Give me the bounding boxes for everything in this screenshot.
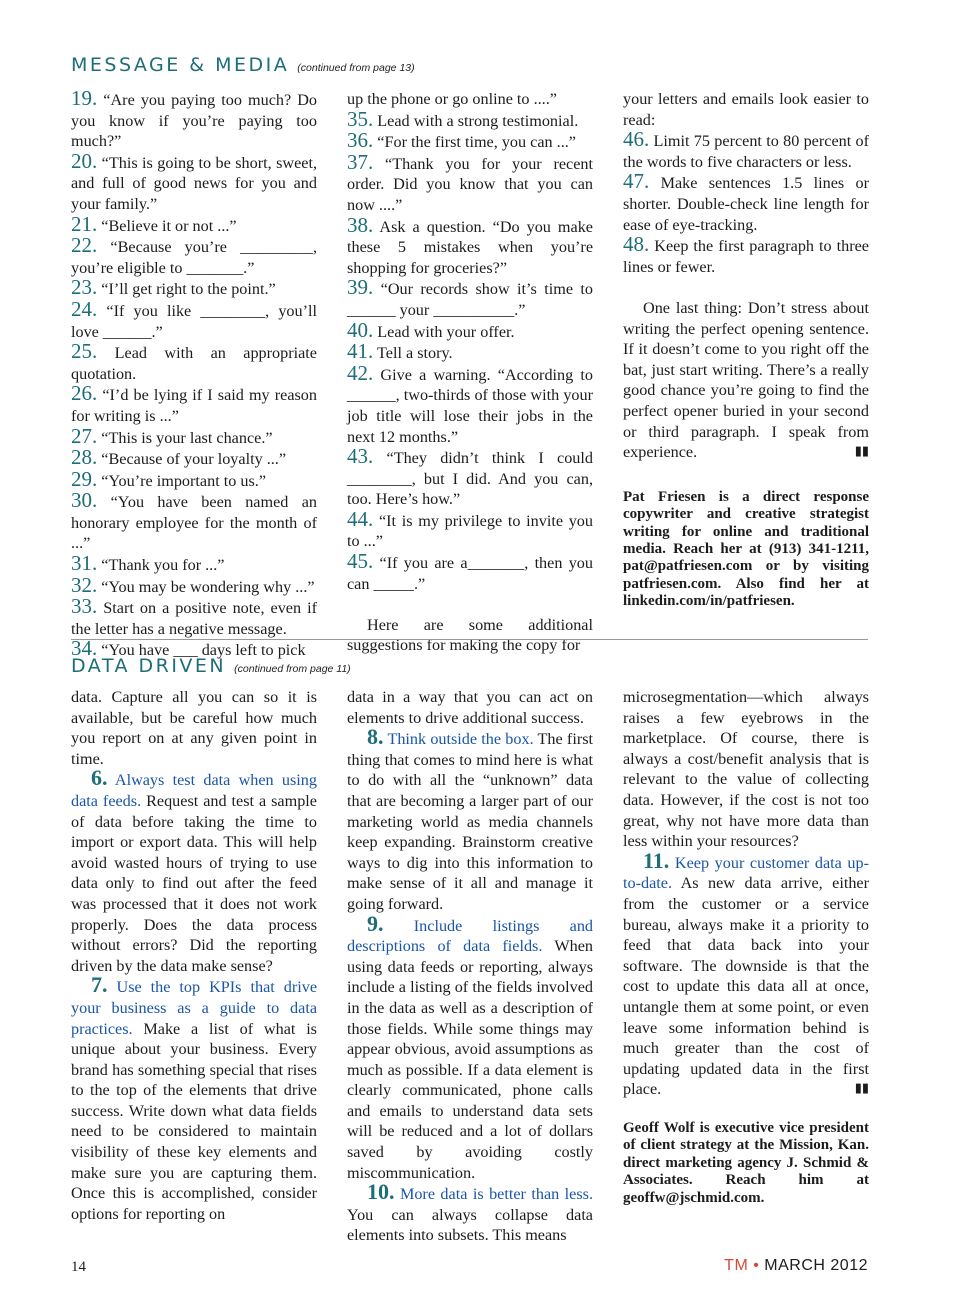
item-number: 21. [71,211,98,236]
list-item [71,423,317,449]
tip-heading: Always test data when using data feeds. [71,771,317,810]
list-item [347,549,593,594]
tip-body: You can always collapse data elements into subsets. This means [347,1205,593,1245]
separator-dot: • [753,1257,760,1274]
item-number: 31. [71,551,98,576]
tip-number: 11. [643,847,670,873]
page-number: 14 [71,1259,86,1275]
item-text: “You may be wondering why ...” [97,577,315,596]
item-number: 27. [71,423,98,448]
item-number: 41. [347,339,374,364]
item-text: “You’re important to us.” [97,471,267,490]
item-text: up the phone or go online to ....” [347,90,557,108]
article-column-1 [71,86,317,661]
item-number: 19. [71,86,98,110]
continued-note: (continued from page 11) [234,663,351,675]
tip-heading: Use the top KPIs that drive your business as a guide to data practices. [71,978,317,1038]
item-number: 25. [71,339,98,364]
tip-number: 7. [91,972,108,998]
list-item [71,466,317,492]
item-text: Limit 75 percent to 80 percent of the words to five characters or less. [623,132,869,171]
paragraph: data in a way that you can act on elements to drive additional success. [347,688,593,727]
end-mark-icon: ▮▮ [854,1081,869,1097]
list-item [347,317,593,343]
tip-number: 10. [367,1179,395,1205]
paragraph: Here are some additional suggestions for making the copy for [347,615,593,655]
closing-text: One last thing: Don’t stress about writing the perfect opening sentence. If it doesn’t come to you right off the bat, just start writing. There’s a really good chance you’re going to find the perfect opener buried in your second or third paragraph. I speak from experience. [623,298,869,462]
tip-10 [347,1179,593,1246]
item-number: 46. [623,127,650,152]
list-item [623,232,869,277]
item-number: 37. [347,149,374,174]
tip-7 [71,972,317,1224]
section-divider [71,639,868,640]
list-item [347,275,593,320]
tip-body: As new data arrive, either from the customer or a service bureau, always make it a priority to feed that data back into your software. The downside is that the cost to update this data all at once, untangle them at some point, or even leave some information behind is much greater than the cost of updating updated data in the first place. [623,874,869,1099]
list-item [347,360,593,447]
item-text: “For the first time, you can ...” [373,133,576,152]
item-text: Lead with a strong testimonial. [373,111,579,130]
tips-list [623,89,869,277]
item-number: 44. [347,506,374,531]
tip-number: 9. [367,910,384,936]
list-item [623,169,869,235]
item-text: “If you like ________, you’ll love ______.” [71,301,317,341]
item-text: “I’d be lying if I said my reason for writing is ...” [71,386,317,425]
list-item [71,86,317,152]
item-text: “Thank you for ...” [97,556,225,575]
item-text: “Believe it or not ...” [97,216,237,235]
item-text: “Our records show it’s time to ______ your __________.” [347,280,593,319]
section-title: MESSAGE & MEDIA [71,54,290,76]
item-text: Keep the first paragraph to three lines or fewer. [623,237,869,276]
tip-body: Request and test a sample of data before taking the time to import or export data. This will help avoid wasted hours of trying to use data only to find out after the feed was processed that it does not work properly. Does the data process without errors? Did the reporting driven by the data make sense? [71,791,317,975]
section-header-data-driven [71,655,351,677]
author-bio: Pat Friesen is a direct response copywriter and creative strategist writing for online and traditional media. Reach her at (913) 341-1211, pat@patfriesen.com or by visiting patfriesen.com. Also find her at linkedin.com/in/patfriesen. [623,488,869,610]
item-number: 32. [71,572,98,597]
list-item [347,128,593,153]
tip-heading: Keep your customer data up-to-date. [623,853,870,893]
issue-date: MARCH 2012 [764,1257,868,1274]
item-text: “I’ll get right to the point.” [97,280,276,299]
item-number: 28. [71,445,98,470]
article-column-2 [347,687,594,1245]
tip-9 [347,910,594,1184]
item-number: 39. [347,275,374,300]
tips-list [347,89,593,594]
item-number: 47. [623,169,650,194]
item-number: 36. [347,128,374,153]
list-item [347,339,593,364]
paragraph: data. Capture all you can so it is available, but be careful how much you report on at any given point in time. [71,688,317,768]
section-header-message-media [71,54,415,76]
continued-note: (continued from page 13) [297,62,415,74]
list-item [71,594,317,639]
item-text: Ask a question. “Do you make these 5 mistakes when you’re shopping for groceries?” [347,217,593,277]
item-number: 22. [71,233,98,258]
item-text: Tell a story. [373,344,453,363]
list-item [71,296,317,342]
tip-11 [623,847,870,1100]
item-number: 35. [347,106,374,131]
item-number: 48. [623,232,650,257]
tip-heading: More data is better than less. [399,1185,593,1204]
tip-6 [71,765,317,976]
list-item [71,488,317,554]
item-number: 30. [71,488,98,513]
item-text: your letters and emails look easier to read: [623,90,869,129]
item-text: “Are you paying too much? Do you know if you’re paying too much?” [71,91,317,151]
end-mark-icon: ▮▮ [854,444,869,460]
list-item [347,106,593,132]
item-text: “Thank you for your recent order. Did you know that you can now ....” [347,154,593,214]
item-text: “This is your last chance.” [97,428,273,447]
item-number: 42. [347,360,374,385]
item-text: “You have been named an honorary employee for the month of ...” [71,493,317,553]
article-column-2 [347,89,593,655]
section-title: DATA DRIVEN [71,655,227,677]
list-item [623,89,869,130]
list-item [71,551,317,576]
item-number: 43. [347,444,374,469]
tip-body: When using data feeds or reporting, always include a listing of the fields involved in the data as well as a description of those fields. While some things may appear obvious, avoid assumptions as much as possible. If a data element is clearly communicated, phone calls and emails to understand data sets will be reduced and a lot of dollars saved by avoiding costly miscommunication. [347,937,594,1182]
tip-8 [347,724,594,914]
article-column-3 [623,687,869,1227]
list-item [347,89,593,110]
item-text: Give a warning. “According to ______, two-thirds of those with your job title will lose their jobs in the next 12 months.” [347,365,593,446]
list-item [347,149,593,216]
tip-body: Make a list of what is unique about your business. Every brand has something special that rises to the top of the elements that drive success. Write down what data fields need to be considered to maintain visibility of these key elements and make sure you are capturing them. Once this is accomplished, consider options for reporting on [71,1019,317,1223]
item-number: 24. [71,296,98,321]
list-item [71,445,317,470]
item-text: Make sentences 1.5 lines or shorter. Double-check line length for ease of eye-tracking. [623,174,869,234]
list-item [71,275,317,300]
list-item [347,444,593,510]
item-number: 34. [71,636,98,661]
item-number: 38. [347,212,374,237]
author-bio: Geoff Wolf is executive vice president of client strategy at the Mission, Kan. direct marketing agency J. Schmid & Associates. Reach him at geoffw@jschmid.com. [623,1119,869,1206]
item-number: 26. [71,381,98,406]
item-number: 33. [71,594,98,619]
list-item [71,233,317,278]
tip-heading: Include listings and descriptions of data fields. [347,916,594,956]
magazine-logo: TM [724,1257,749,1274]
tip-heading: Think outside the box. [387,730,534,749]
tip-number: 6. [91,765,108,791]
item-number: 23. [71,275,98,300]
item-text: “This is going to be short, sweet, and full of good news for you and your family.” [71,153,317,213]
item-number: 45. [347,549,374,574]
list-item [347,506,593,552]
item-number: 40. [347,317,374,342]
item-number: 29. [71,466,98,491]
paragraph: microsegmentation—which always raises a few eyebrows in the marketplace. Of course, there is always a cost/benefit analysis that is relevant to the value of collecting data. However, if the cost is not too great, why not have more data than less within your resources? [623,688,869,851]
list-item [71,148,317,215]
article-column-3 [623,89,869,625]
list-item [71,381,317,426]
item-text: “Because of your loyalty ...” [97,450,287,469]
list-item [71,572,317,598]
item-text: Start on a positive note, even if the letter has a negative message. [71,599,317,638]
tip-body: The first thing that comes to mind here is what to do with all the “unknown” data that are becoming a larger part of our marketing world as media channels keep expanding. Brainstorm creative ways to dig into this information to make sense of it all and manage it going forward. [347,730,594,913]
item-text: “It is my privilege to invite you to ...” [347,511,593,551]
list-item [623,127,869,172]
item-text: Lead with your offer. [373,322,515,341]
list-item [71,211,317,237]
item-text: “Because you’re _________, you’re eligible to _______.” [71,238,317,277]
item-text: “They didn’t think I could ________, but I did. And you can, too. Here’s how.” [347,449,593,509]
tip-number: 8. [367,724,384,750]
article-column-1 [71,687,317,1227]
issue-line [724,1257,868,1275]
item-text: “If you are a_______, then you can _____.” [347,554,593,593]
item-text: Lead with an appropriate quotation. [71,344,317,383]
closing-paragraph [623,298,869,463]
list-item [347,212,593,279]
item-number: 20. [71,148,98,173]
list-item [71,339,317,384]
item-text: “You have ___ days left to pick [97,641,306,660]
